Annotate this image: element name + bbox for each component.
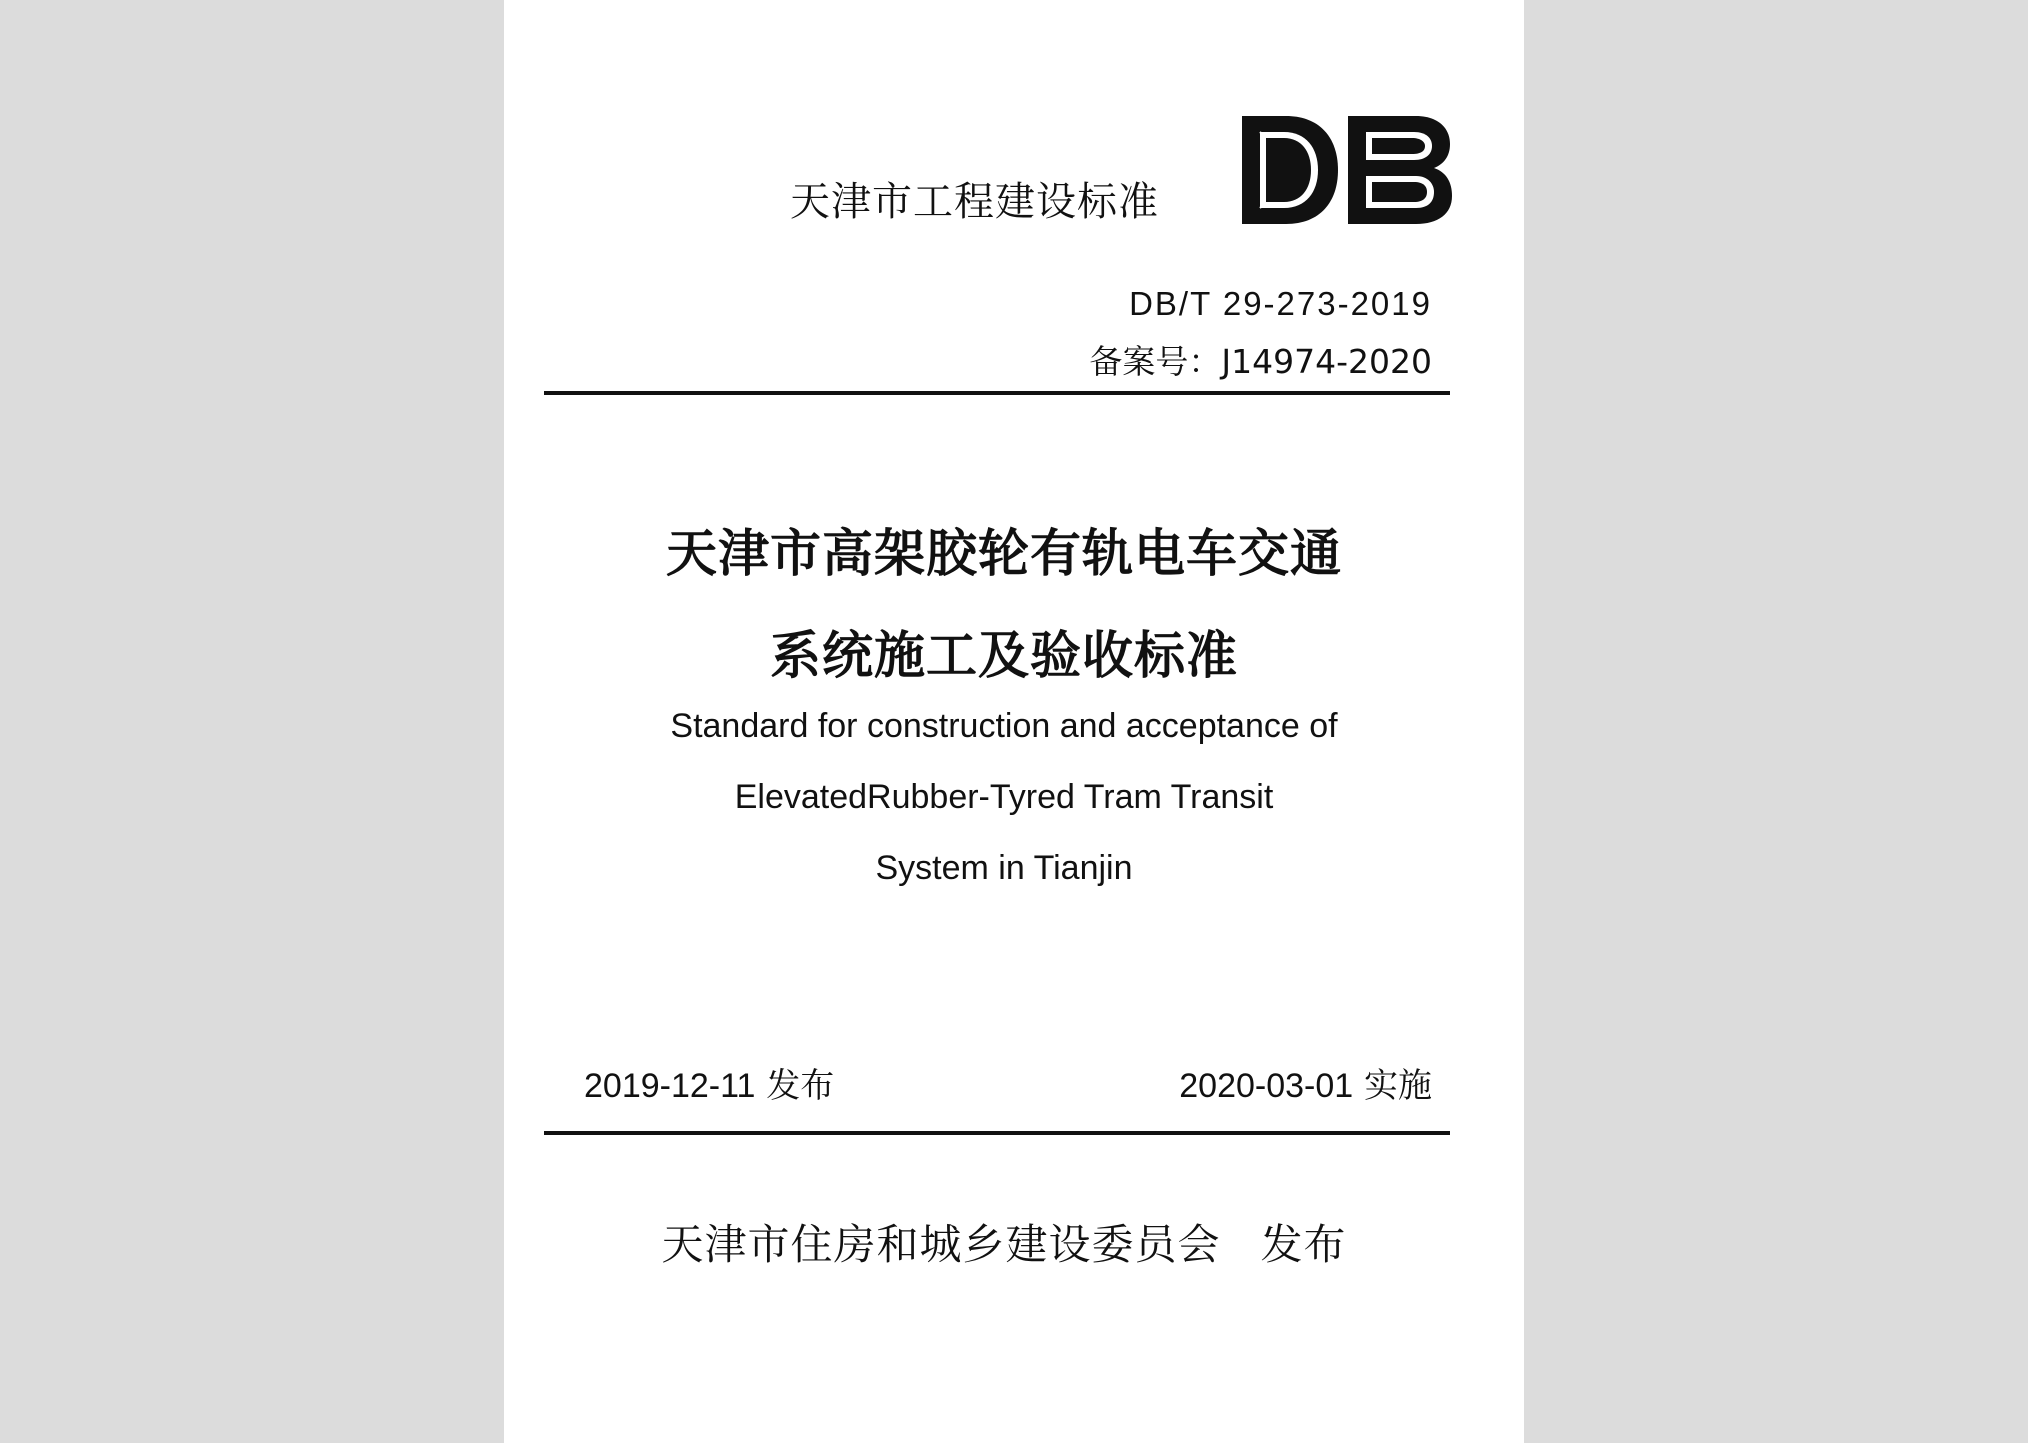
implementation-date-block [1179, 1058, 1432, 1107]
title-en-line-1: Standard for construction and acceptance of [670, 707, 1338, 745]
top-rule [544, 391, 1450, 395]
issue-label: 发布 [766, 1066, 835, 1106]
bottom-rule [544, 1131, 1450, 1135]
title-cn-line-2: 系统施工及验收标准 [769, 627, 1238, 686]
title-cn-line-1: 天津市高架胶轮有轨电车交通 [665, 525, 1342, 584]
standard-type: 天津市工程建设标准 [790, 179, 1159, 225]
db-logo [1238, 112, 1454, 228]
issue-date: 2019-12-11 [584, 1067, 756, 1105]
title-en-line-2: ElevatedRubber-Tyred Tram Transit [734, 778, 1274, 816]
implementation-date: 2020-03-01 [1179, 1067, 1354, 1105]
record-number: 备案号：J14974-2020 [1089, 342, 1432, 381]
issuer-line [494, 1212, 1514, 1272]
document-page [504, 0, 1524, 1443]
issuer-name: 天津市住房和城乡建设委员会 [661, 1220, 1221, 1269]
implementation-label: 实施 [1364, 1066, 1432, 1106]
issue-date-block [584, 1058, 834, 1107]
issuer-action: 发布 [1260, 1220, 1347, 1269]
standard-number: DB/T 29-273-2019 [1129, 285, 1432, 322]
title-en-line-3: System in Tianjin [875, 849, 1133, 887]
